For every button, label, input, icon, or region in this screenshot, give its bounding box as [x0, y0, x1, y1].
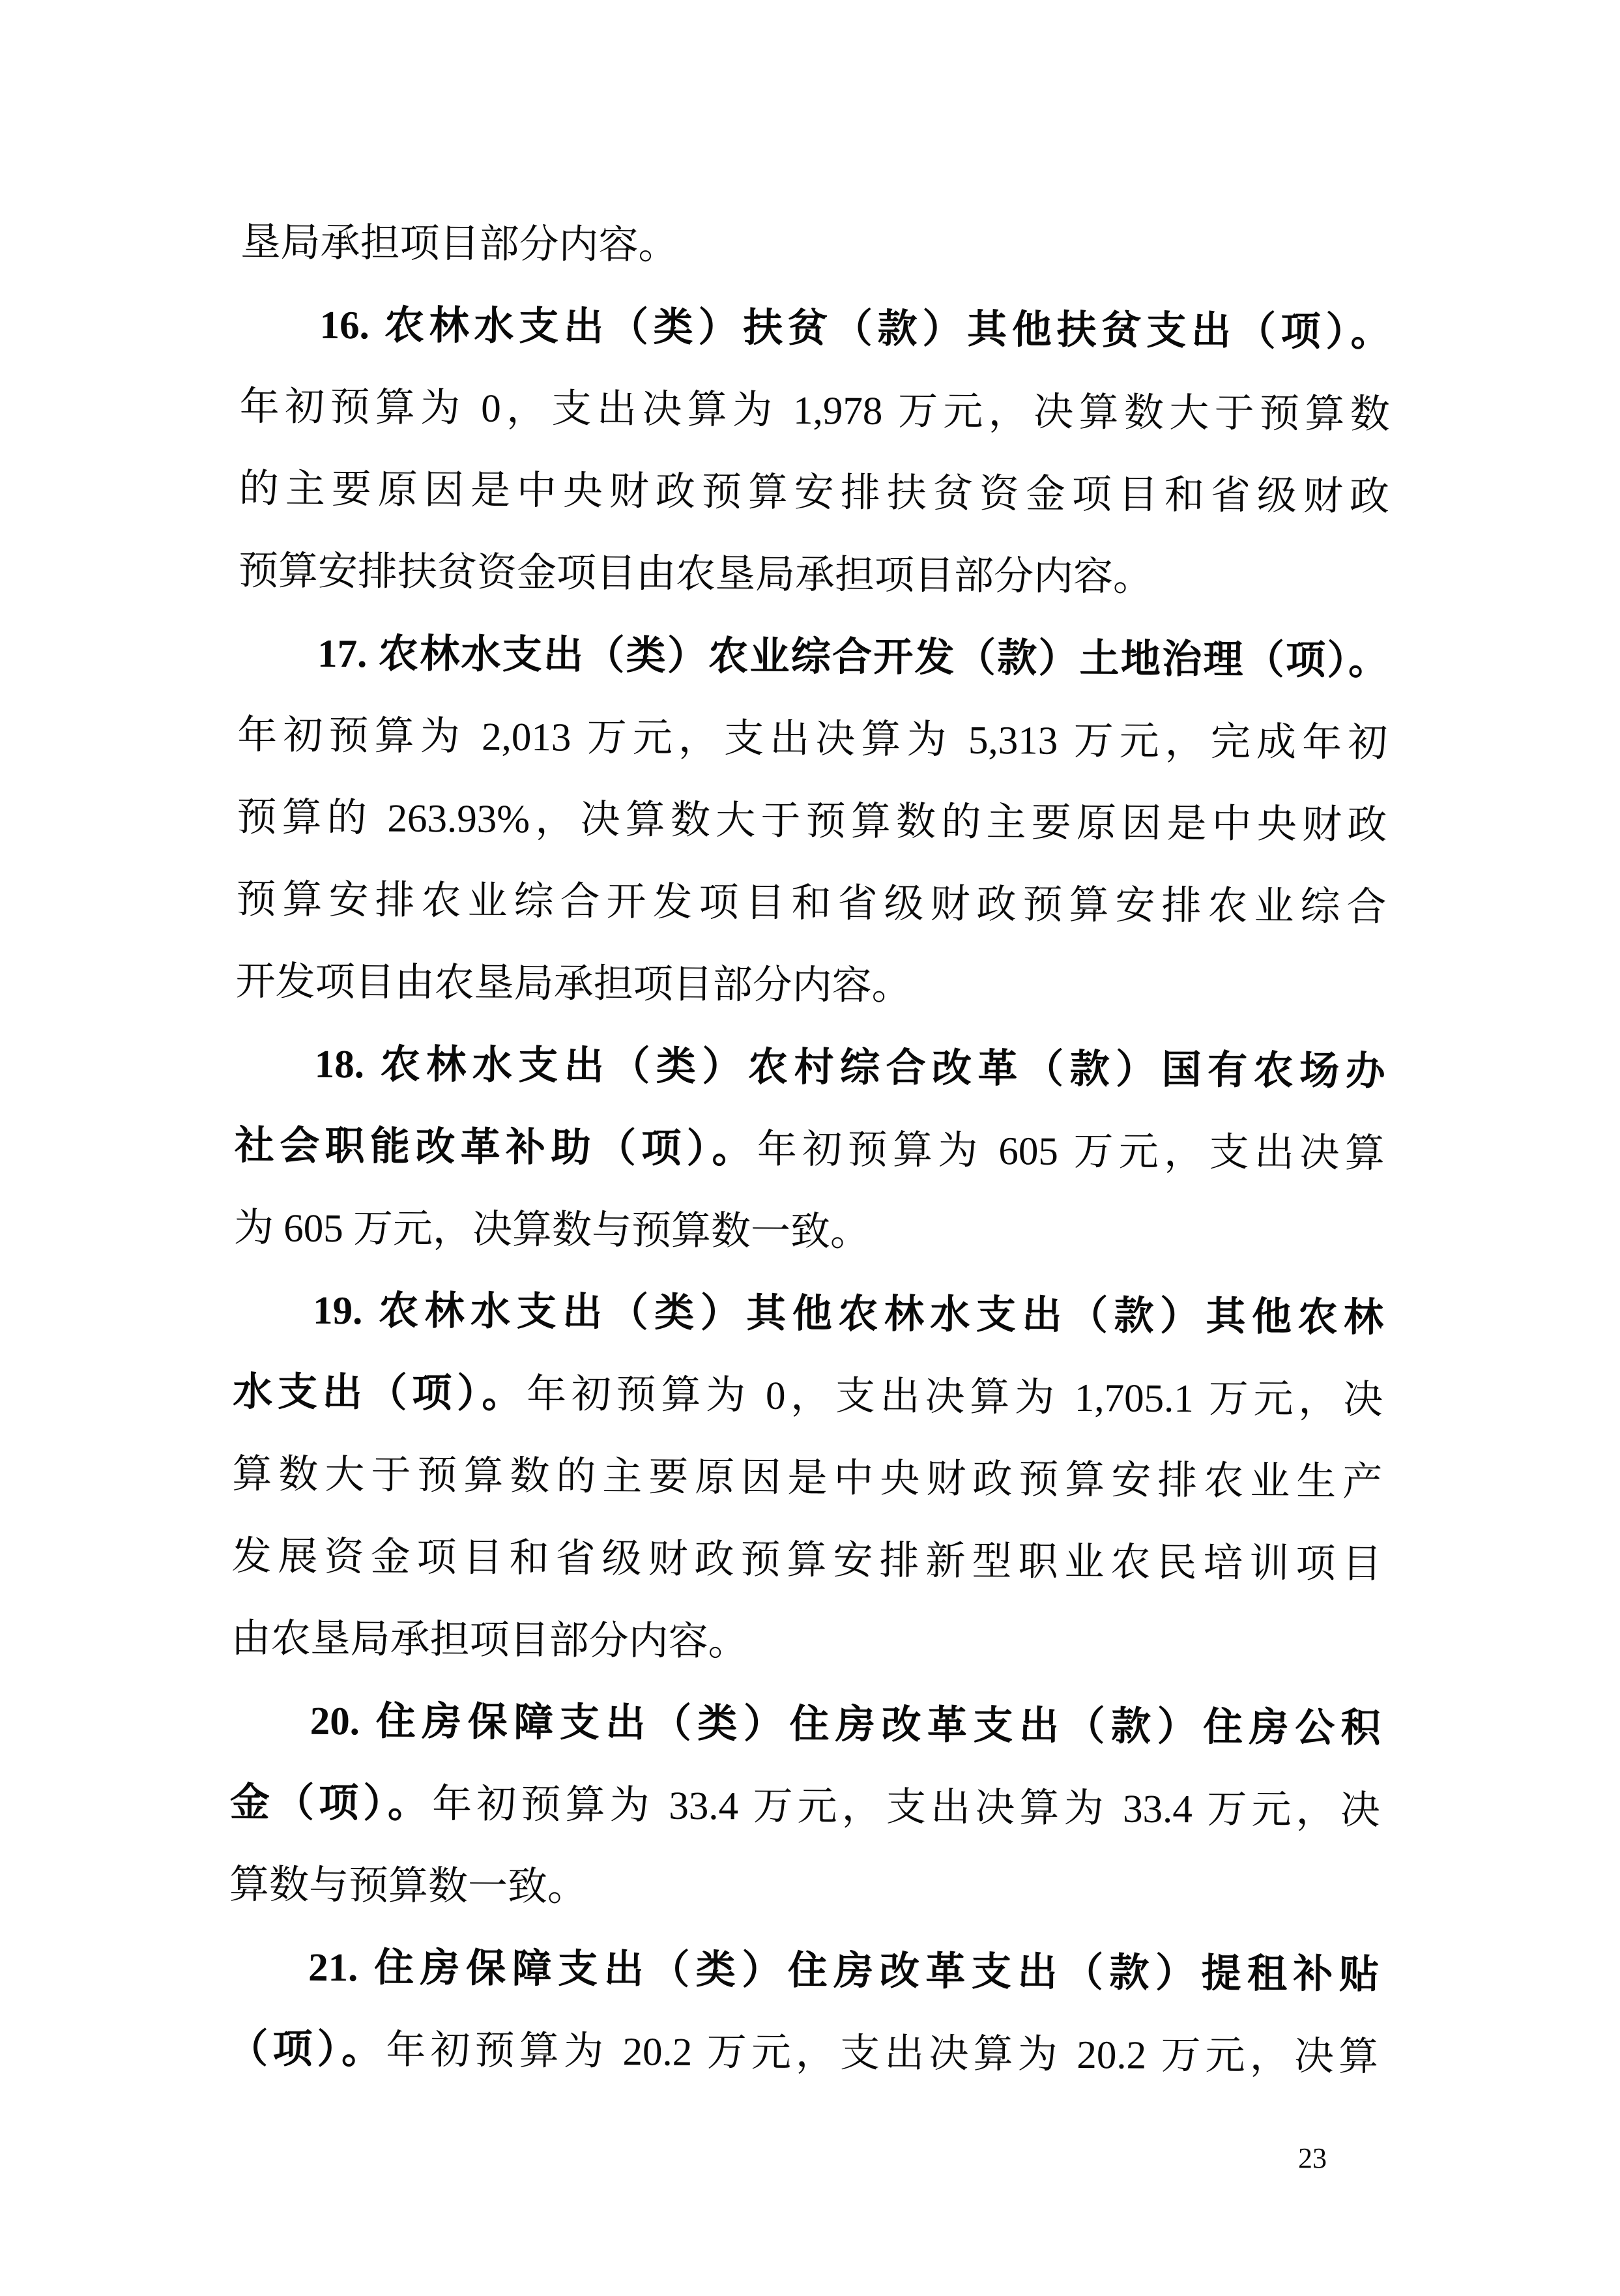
body-text-segment: 的主要原因是中央财政预算安排扶贫资金项目和省级财政: [239, 467, 1390, 519]
heading-line: [233, 1270, 1384, 1359]
body-text-segment: 年初预算为 605 万元，支出决算: [757, 1127, 1385, 1176]
body-text-segment: 发展资金项目和省级财政预算安排新型职业农民培训项目: [231, 1534, 1382, 1587]
heading-text-segment: 金（项）。: [229, 1780, 433, 1827]
body-text-segment: 年初预算为 33.4 万元，支出决算为 33.4 万元，决: [431, 1782, 1381, 1833]
body-text-segment: 年初预算为 0，支出决算为 1,978 万元，决算数大于预算数: [239, 385, 1390, 437]
text-block: [228, 202, 1391, 2099]
text-line: [231, 1516, 1382, 1606]
text-line: [239, 530, 1389, 620]
body-text-segment: 预算的 263.93%，决算数大于预算数的主要原因是中央财政: [237, 795, 1387, 848]
heading-text-segment: 社会职能改革补助（项）。: [234, 1124, 758, 1172]
heading-text-segment: 21. 住房保障支出（类）住房改革支出（款）提租补贴: [308, 1945, 1380, 1998]
heading-line: [230, 1680, 1381, 1770]
body-text-segment: 垦局承担项目部分内容。: [240, 220, 678, 268]
text-line: [233, 1352, 1383, 1442]
text-line: [232, 1434, 1383, 1524]
heading-text-segment: 17. 农林水支出（类）农业综合开发（款）土地治理（项）。: [317, 632, 1389, 684]
heading-line: [238, 613, 1389, 703]
heading-text-segment: 16. 农林水支出（类）扶贫（款）其他扶贫支出（项）。: [319, 303, 1391, 355]
text-line: [235, 941, 1386, 1031]
text-line: [228, 2009, 1379, 2099]
body-text-segment: 开发项目由农垦局承担项目部分内容。: [235, 959, 912, 1009]
text-line: [229, 1762, 1380, 1852]
text-line: [237, 777, 1387, 867]
heading-text-segment: 水支出（项）。: [233, 1370, 527, 1417]
body-text-segment: 算数大于预算数的主要原因是中央财政预算安排农业生产: [232, 1452, 1383, 1505]
heading-line: [235, 1023, 1385, 1113]
heading-text-segment: 18. 农林水支出（类）农村综合改革（款）国有农场办: [314, 1042, 1385, 1094]
page-number: 23: [1298, 2142, 1327, 2174]
body-text-segment: 年初预算为 20.2 万元，支出决算为 20.2 万元，决算: [386, 2028, 1379, 2080]
text-line: [231, 1598, 1381, 1688]
body-text-segment: 预算安排农业综合开发项目和省级财政预算安排农业综合: [236, 877, 1387, 930]
text-line: [239, 366, 1390, 456]
heading-line: [240, 284, 1391, 374]
body-text-segment: 预算安排扶贫资金项目由农垦局承担项目部分内容。: [238, 549, 1153, 600]
text-line: [236, 859, 1387, 949]
text-line: [234, 1105, 1385, 1195]
heading-text-segment: 20. 住房保障支出（类）住房改革支出（款）住房公积: [310, 1699, 1381, 1751]
text-line: [229, 1844, 1380, 1934]
body-text-segment: 年初预算为 0，支出决算为 1,705.1 万元，决: [526, 1373, 1383, 1423]
heading-text-segment: （项）。: [227, 2027, 386, 2072]
body-text-segment: 为 605 万元，决算数与预算数一致。: [233, 1206, 871, 1255]
text-line: [234, 1187, 1385, 1277]
body-text-segment: 算数与预算数一致。: [229, 1863, 588, 1910]
body-text-segment: 年初预算为 2,013 万元，支出决算为 5,313 万元，完成年初: [237, 713, 1388, 766]
heading-text-segment: 19. 农林水支出（类）其他农林水支出（款）其他农林: [312, 1288, 1384, 1341]
body-text-segment: 由农垦局承担项目部分内容。: [231, 1616, 748, 1664]
text-line: [239, 448, 1389, 538]
heading-line: [229, 1926, 1380, 2016]
text-line: [237, 695, 1388, 785]
text-line: [240, 202, 1391, 292]
